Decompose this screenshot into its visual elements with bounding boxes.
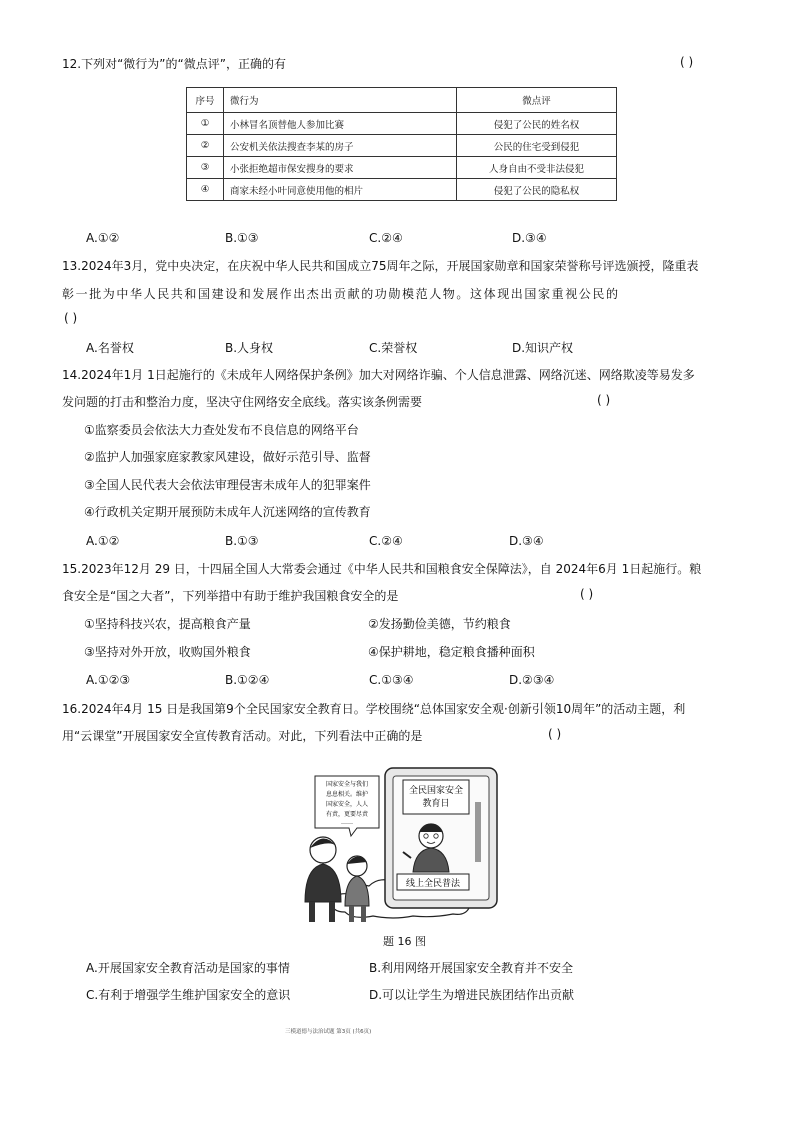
table-cell: 侵犯了公民的隐私权 bbox=[457, 179, 617, 201]
q14-statement-4: ④行政机关定期开展预防未成年人沉迷网络的宣传教育 bbox=[84, 505, 371, 519]
q13-stem-line1: 13.2024年3月，党中央决定，在庆祝中华人民共和国成立75周年之际，开展国家勋章和国家荣誉称号评选颁授，隆重表 bbox=[62, 259, 699, 273]
table-header: 序号 bbox=[187, 88, 224, 113]
q12-option-a[interactable]: A.①② bbox=[86, 231, 120, 245]
q12-answer-paren: ( ) bbox=[680, 55, 694, 69]
q15-answer-paren: ( ) bbox=[580, 587, 594, 601]
q16-option-a[interactable]: A.开展国家安全教育活动是国家的事情 bbox=[86, 961, 290, 975]
q15-statement-4: ④保护耕地，稳定粮食播种面积 bbox=[368, 645, 535, 659]
q15-stem-line2: 食安全是“国之大者”，下列举措中有助于维护我国粮食安全的是 bbox=[62, 589, 399, 603]
adult-leg-left bbox=[309, 902, 315, 922]
adult-body bbox=[305, 864, 341, 902]
q16-stem-line2: 用“云课堂”开展国家安全宣传教育活动。对此，下列看法中正确的是 bbox=[62, 729, 423, 743]
table-header-row bbox=[187, 88, 617, 113]
q13-option-b[interactable]: B.人身权 bbox=[225, 341, 274, 355]
q16-option-b[interactable]: B.利用网络开展国家安全教育并不安全 bbox=[369, 961, 574, 975]
screen-title-line1: 全民国家安全 bbox=[408, 786, 464, 796]
q14-option-d[interactable]: D.③④ bbox=[509, 534, 544, 548]
figure-caption: 题 16 图 bbox=[383, 935, 426, 948]
table-header: 微行为 bbox=[224, 88, 457, 113]
bubble-line: 国家安全与我们 bbox=[325, 781, 369, 788]
q14-statement-3: ③全国人民代表大会依法审理侵害未成年人的犯罪案件 bbox=[84, 478, 371, 492]
table-cell: 公民的住宅受到侵犯 bbox=[457, 135, 617, 157]
q16-option-c[interactable]: C.有利于增强学生维护国家安全的意识 bbox=[86, 988, 291, 1002]
table-cell: 小林冒名顶替他人参加比赛 bbox=[224, 113, 457, 135]
phone-side-highlight bbox=[475, 802, 481, 862]
table-row bbox=[187, 113, 617, 135]
q15-option-d[interactable]: D.②③④ bbox=[509, 673, 555, 687]
bubble-line: 息息相关。维护 bbox=[325, 791, 369, 798]
table-cell: ② bbox=[187, 135, 224, 157]
q14-stem-line2: 发问题的打击和整治力度，坚决守住网络安全底线。落实该条例需要 bbox=[62, 395, 423, 409]
q15-option-c[interactable]: C.①③④ bbox=[369, 673, 414, 687]
q16-cartoon-figure bbox=[285, 762, 525, 932]
q13-stem-line2: 彰一批为中华人民共和国建设和发展作出杰出贡献的功勋模范人物。这体现出国家重视公民的 bbox=[62, 287, 620, 301]
bubble-line: 有责，更要尽责 bbox=[325, 811, 369, 818]
table-cell: ④ bbox=[187, 179, 224, 201]
q13-answer-paren: ( ) bbox=[64, 311, 78, 325]
q15-stem-line1: 15.2023年12月 29 日，十四届全国人大常委会通过《中华人民共和国粮食安全保障法》，自 2024年6月 1日起施行。粮 bbox=[62, 562, 702, 576]
q15-option-b[interactable]: B.①②④ bbox=[225, 673, 270, 687]
q13-option-d[interactable]: D.知识产权 bbox=[512, 341, 574, 355]
q15-statement-2: ②发扬勤俭美德，节约粮食 bbox=[368, 617, 511, 631]
q14-statement-1: ①监察委员会依法大力查处发布不良信息的网络平台 bbox=[84, 423, 359, 437]
q15-statement-1: ①坚持科技兴农，提高粮食产量 bbox=[84, 617, 251, 631]
table-cell: 公安机关依法搜查李某的房子 bbox=[224, 135, 457, 157]
bubble-line: 国家安全，人人 bbox=[325, 801, 369, 808]
child-leg-left bbox=[349, 906, 354, 922]
q16-option-d[interactable]: D.可以让学生为增进民族团结作出贡献 bbox=[369, 988, 575, 1002]
banner-text: 线上全民普法 bbox=[405, 879, 461, 889]
q12-option-b[interactable]: B.①③ bbox=[225, 231, 259, 245]
q15-option-a[interactable]: A.①②③ bbox=[86, 673, 131, 687]
screen-title-line2: 教育日 bbox=[422, 799, 450, 809]
page-footer: 三模道德与法治试题 第3页 (共6页) bbox=[285, 1029, 372, 1035]
bubble-line: …… bbox=[341, 819, 353, 826]
table-cell: 商家未经小叶同意使用他的相片 bbox=[224, 179, 457, 201]
q14-option-a[interactable]: A.①② bbox=[86, 534, 120, 548]
q12-stem: 12.下列对“微行为”的“微点评”，正确的有 bbox=[62, 57, 286, 71]
table-row bbox=[187, 157, 617, 179]
q14-option-c[interactable]: C.②④ bbox=[369, 534, 403, 548]
table-cell: ③ bbox=[187, 157, 224, 179]
q16-stem-line1: 16.2024年4月 15 日是我国第9个全民国家安全教育日。学校围绕“总体国家安全观·创新引领10周年”的活动主题，利 bbox=[62, 702, 686, 716]
adult-leg-right bbox=[329, 902, 335, 922]
q14-statement-2: ②监护人加强家庭家教家风建设，做好示范引导、监督 bbox=[84, 450, 371, 464]
q12-table bbox=[186, 87, 617, 201]
q14-option-b[interactable]: B.①③ bbox=[225, 534, 259, 548]
q12-option-d[interactable]: D.③④ bbox=[512, 231, 547, 245]
table-cell: 小张拒绝超市保安搜身的要求 bbox=[224, 157, 457, 179]
child-body bbox=[345, 876, 369, 906]
q13-option-c[interactable]: C.荣誉权 bbox=[369, 341, 418, 355]
table-cell: 人身自由不受非法侵犯 bbox=[457, 157, 617, 179]
table-row bbox=[187, 135, 617, 157]
q13-option-a[interactable]: A.名誉权 bbox=[86, 341, 134, 355]
q14-stem-line1: 14.2024年1月 1日起施行的《未成年人网络保护条例》加大对网络诈骗、个人信息泄露、网络沉迷、网络欺凌等易发多 bbox=[62, 368, 695, 382]
table-cell: ① bbox=[187, 113, 224, 135]
table-cell: 侵犯了公民的姓名权 bbox=[457, 113, 617, 135]
table-row bbox=[187, 179, 617, 201]
q15-statement-3: ③坚持对外开放，收购国外粮食 bbox=[84, 645, 251, 659]
q16-answer-paren: ( ) bbox=[548, 727, 562, 741]
table-header: 微点评 bbox=[457, 88, 617, 113]
q14-answer-paren: ( ) bbox=[597, 393, 611, 407]
child-leg-right bbox=[361, 906, 366, 922]
q12-option-c[interactable]: C.②④ bbox=[369, 231, 403, 245]
